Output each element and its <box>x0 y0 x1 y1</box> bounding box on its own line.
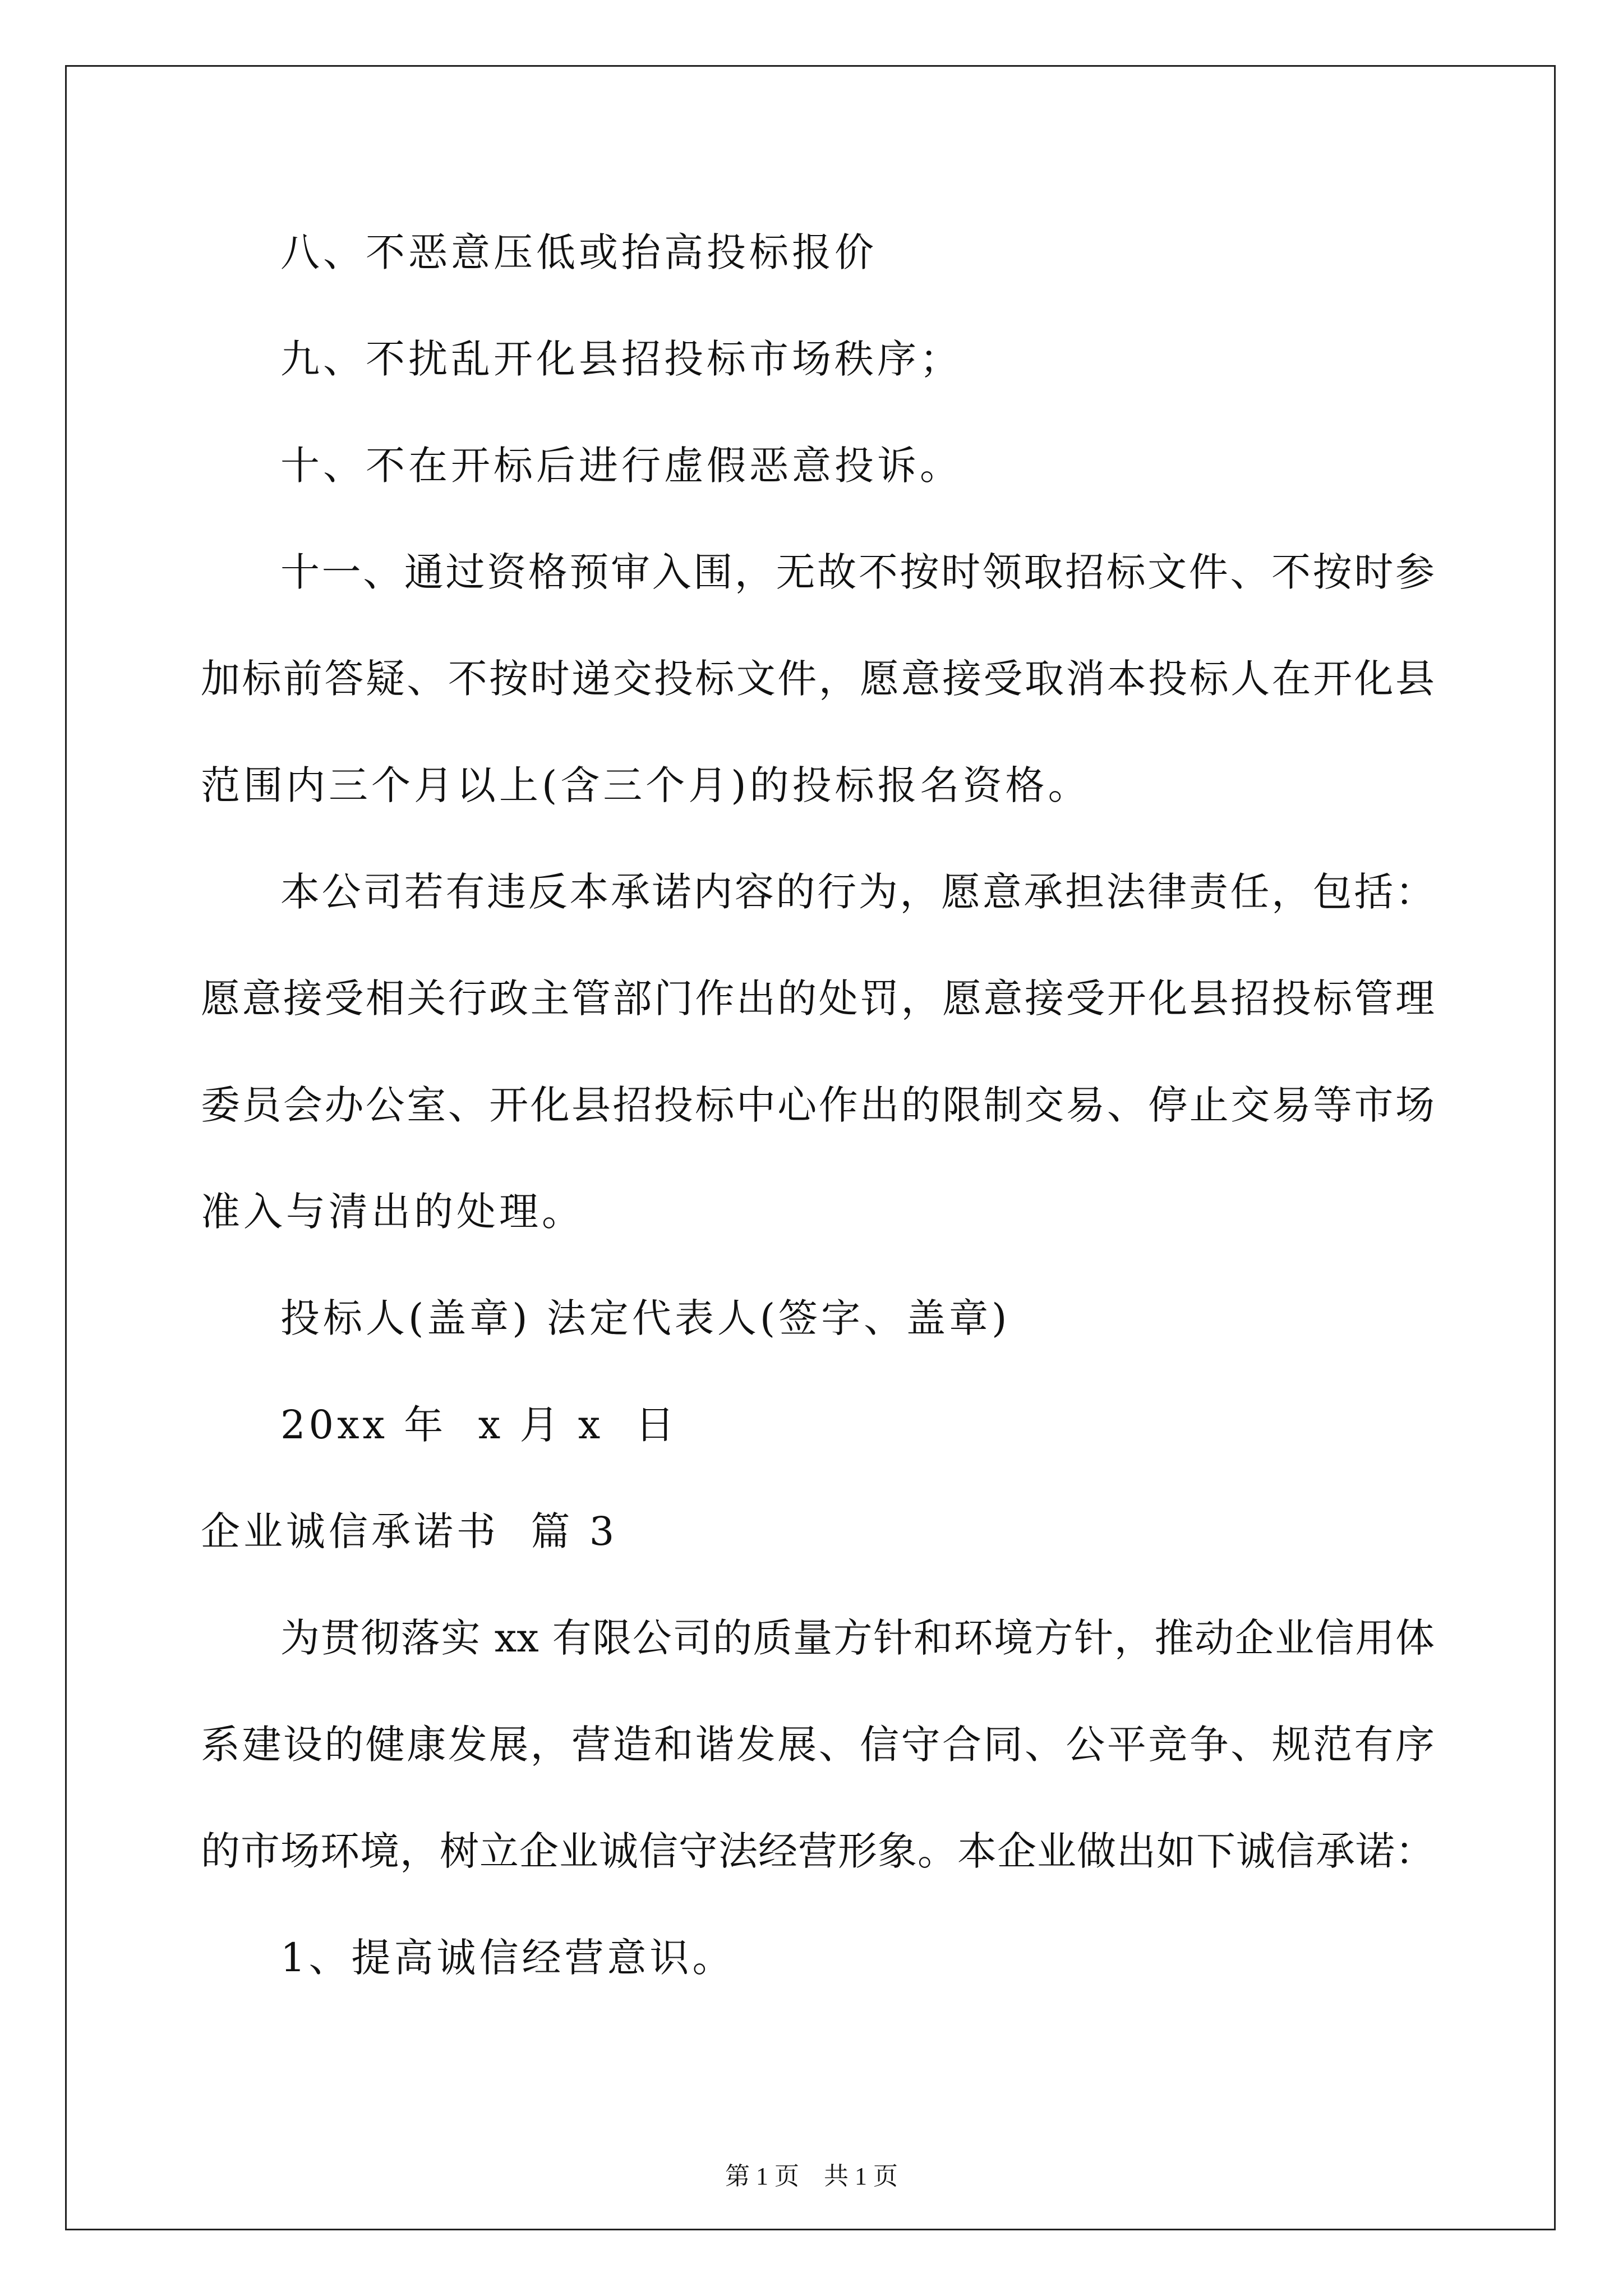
intro-line-2: 系建设的健康发展，营造和谐发展、信守合同、公平竞争、规范有序 <box>201 1722 1435 1768</box>
clause-10: 十、不在开标后进行虚假恶意投诉。 <box>280 443 962 489</box>
date-line: 20xx 年 x 月 x 日 <box>280 1402 678 1448</box>
page-border <box>65 65 1556 2230</box>
intro-line-3: 的市场环境，树立企业诚信守法经营形象。本企业做出如下诚信承诺： <box>201 1828 1435 1874</box>
clause-11-line-2: 加标前答疑、不按时递交投标文件，愿意接受取消本投标人在开化县 <box>201 656 1435 702</box>
intro-line-1: 为贯彻落实 xx 有限公司的质量方针和环境方针，推动企业信用体 <box>280 1615 1435 1661</box>
commitment-1: 1、提高诚信经营意识。 <box>280 1935 735 1981</box>
clause-9: 九、不扰乱开化县招投标市场秩序； <box>280 336 962 382</box>
clause-11-line-3: 范围内三个月以上(含三个月)的投标报名资格。 <box>201 762 1091 808</box>
section-heading: 企业诚信承诺书 篇 3 <box>201 1508 618 1554</box>
clause-8: 八、不恶意压低或抬高投标报价 <box>280 229 877 275</box>
page-number: 第 1 页 共 1 页 <box>725 2162 898 2190</box>
liability-line-4: 准入与清出的处理。 <box>201 1189 584 1235</box>
liability-line-2: 愿意接受相关行政主管部门作出的处罚，愿意接受开化县招投标管理 <box>201 976 1435 1022</box>
signature-line: 投标人(盖章) 法定代表人(签字、盖章) <box>280 1295 1011 1341</box>
liability-line-1: 本公司若有违反本承诺内容的行为，愿意承担法律责任，包括： <box>280 869 1435 915</box>
clause-11-line-1: 十一、通过资格预审入围，无故不按时领取招标文件、不按时参 <box>280 549 1435 595</box>
liability-line-3: 委员会办公室、开化县招投标中心作出的限制交易、停止交易等市场 <box>201 1082 1435 1128</box>
